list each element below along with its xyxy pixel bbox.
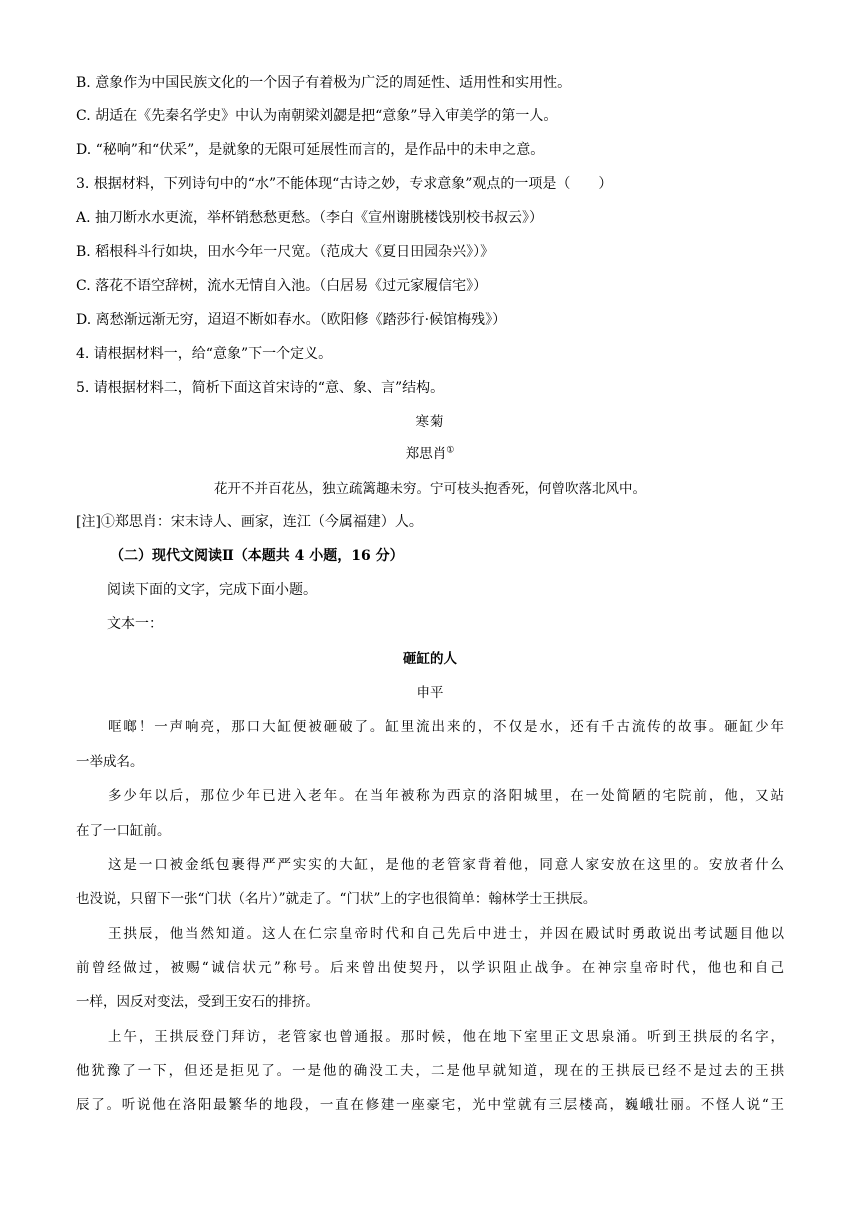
story-p1-line2: 一举成名。 xyxy=(76,754,144,770)
story-p1-line1: 哐啷！一声响亮，那口大缸便被砸破了。缸里流出来的，不仅是水，还有千古流传的故事。砸缸少年 xyxy=(108,719,784,735)
text-label: 文本一： xyxy=(107,616,163,632)
question-3-stem: 3. 根据材料，下列诗句中的“水”不能体现“古诗之妙，专求意象”观点的一项是（ ） xyxy=(76,176,613,192)
story-p3-line2: 也没说，只留下一张“门状（名片）”就走了。“门状”上的字也很简单：翰林学士王拱辰。 xyxy=(76,891,597,907)
story-p5-line2: 他犹豫了一下，但还是拒见了。一是他的确没工夫，二是他早就知道，现在的王拱辰已经不是过去的王拱 xyxy=(76,1063,784,1079)
story-author: 申平 xyxy=(416,685,444,701)
question-4: 4. 请根据材料一，给“意象”下一个定义。 xyxy=(76,346,333,362)
story-title: 砸缸的人 xyxy=(403,651,457,667)
story-p2-line2: 在了一口缸前。 xyxy=(76,823,171,839)
poem-title: 寒菊 xyxy=(415,414,445,430)
section-heading: （二）现代文阅读Ⅱ（本题共 4 小题，16 分） xyxy=(110,548,404,564)
poem-author-name: 郑思肖 xyxy=(405,446,447,462)
story-p4-line3: 一样，因反对变法，受到王安石的排挤。 xyxy=(76,994,319,1010)
poem-author xyxy=(0,444,860,464)
story-p3-line1: 这是一口被金纸包裹得严严实实的大缸，是他的老管家背着他，同意人家安放在这里的。安放者什么 xyxy=(108,857,784,873)
option-3b: B. 稻根科斗行如块，田水今年一尺宽。（范成大《夏日田园杂兴》）》 xyxy=(76,244,495,260)
reading-instruction: 阅读下面的文字，完成下面小题。 xyxy=(107,582,317,598)
option-3a: A. 抽刀断水水更流，举杯销愁愁更愁。（李白《宣州谢朓楼饯别校书叔云》） xyxy=(76,210,544,226)
option-2c: C. 胡适在《先秦名学史》中认为南朝梁刘勰是把“意象”导入审美学的第一人。 xyxy=(76,108,558,124)
option-2d: D. “秘响”和“伏采”，是就象的无限可延展性而言的，是作品中的未申之意。 xyxy=(76,142,545,158)
poem-text: 花开不并百花丛，独立疏篱趣未穷。宁可枝头抱香死，何曾吹落北风中。 xyxy=(214,481,646,497)
poem-note: [注]①郑思肖：宋末诗人、画家，连江（今属福建）人。 xyxy=(76,514,423,530)
story-p4-line2: 前曾经做过，被赐“诚信状元”称号。后来曾出使契丹，以学识阻止战争。在神宗皇帝时代，他也和自己 xyxy=(76,960,784,976)
question-5: 5. 请根据材料二，简析下面这首宋诗的“意、象、言”结构。 xyxy=(76,380,445,396)
story-p4-line1: 王拱辰，他当然知道。这人在仁宗皇帝时代和自己先后中进士，并因在殿试时勇敢说出考试题目他以 xyxy=(108,926,784,942)
story-p5-line1: 上午，王拱辰登门拜访，老管家也曾通报。那时候，他在地下室里正文思泉涌。听到王拱辰的名字， xyxy=(108,1029,784,1045)
footnote-mark: ① xyxy=(446,445,455,456)
option-2b: B. 意象作为中国民族文化的一个因子有着极为广泛的周延性、适用性和实用性。 xyxy=(76,75,572,91)
story-p2-line1: 多少年以后，那位少年已进入老年。在当年被称为西京的洛阳城里，在一处简陋的宅院前，他，又站 xyxy=(108,788,784,804)
option-3d: D. 离愁渐远渐无穷，迢迢不断如春水。（欧阳修《踏莎行·候馆梅残》） xyxy=(76,312,507,328)
story-p5-line3: 辰了。听说他在洛阳最繁华的地段，一直在修建一座豪宅，光中堂就有三层楼高，巍峨壮丽。不怪人说“王 xyxy=(76,1097,784,1113)
option-3c: C. 落花不语空辞树，流水无情自入池。（白居易《过元家履信宅》） xyxy=(76,278,488,294)
